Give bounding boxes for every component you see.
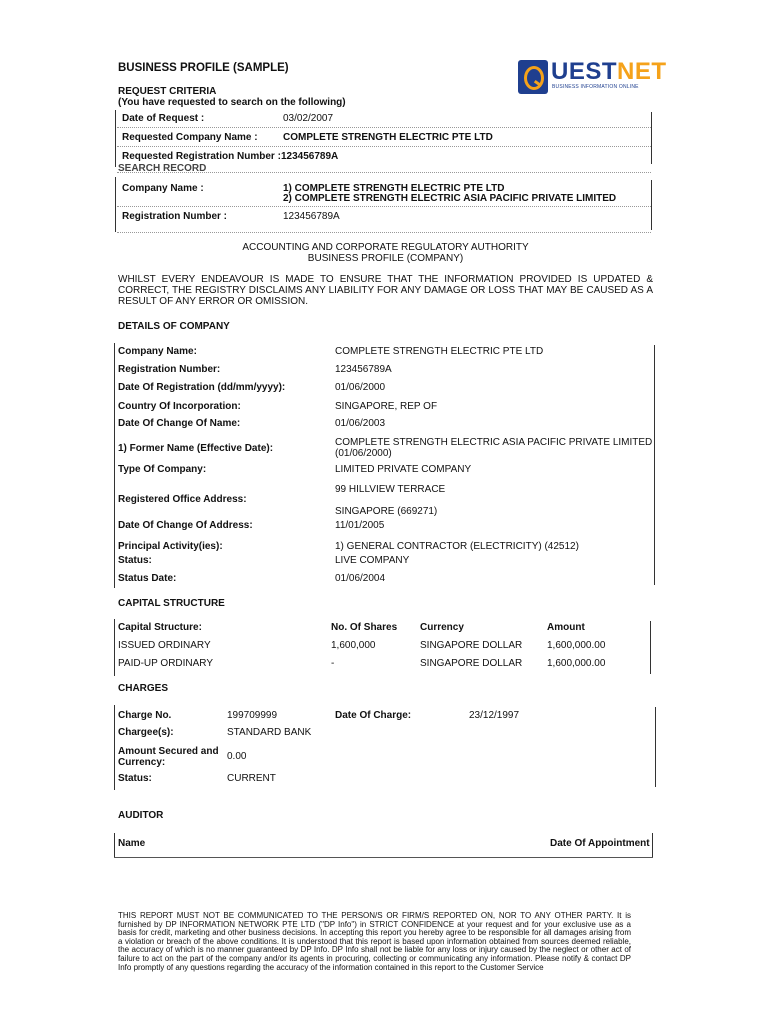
capital-row-amount: 1,600,000.00 <box>547 658 606 669</box>
request-date-label: Date of Request : <box>122 113 205 124</box>
status-value: LIVE COMPANY <box>335 555 410 566</box>
capital-row-type: ISSUED ORDINARY <box>118 640 211 651</box>
activity-value: 1) GENERAL CONTRACTOR (ELECTRICITY) (42512) <box>335 541 579 552</box>
request-subheading: (You have requested to search on the following) <box>118 97 346 108</box>
charges-heading: CHARGES <box>118 683 169 694</box>
disclaimer-text: WHILST EVERY ENDEAVOUR IS MADE TO ENSURE THAT THE INFORMATION PROVIDED IS UPDATED & CORRECT, THE REGISTRY DISCLAIMS ANY LIABILITY FOR ANY DAMAGE OR LOSS THAT MAY BE CAUSED AS A RESULT OF ANY ERROR OR OMISSION. <box>118 274 653 307</box>
request-company-label: Requested Company Name : <box>122 132 258 143</box>
charge-date-value: 23/12/1997 <box>469 710 520 721</box>
office-address-line-2: SINGAPORE (669271) <box>335 506 438 517</box>
details-heading: DETAILS OF COMPANY <box>118 321 230 332</box>
status-date-label: Status Date: <box>118 573 177 584</box>
reg-date-label: Date Of Registration (dd/mm/yyyy): <box>118 382 286 393</box>
change-name-date-label: Date Of Change Of Name: <box>118 418 241 429</box>
amount-secured-label-2: Currency: <box>118 757 166 768</box>
country-label: Country Of Incorporation: <box>118 401 241 412</box>
request-heading: REQUEST CRITERIA <box>118 86 217 97</box>
reg-date-value: 01/06/2000 <box>335 382 386 393</box>
auditor-name-header: Name <box>118 838 146 849</box>
change-address-date-label: Date Of Change Of Address: <box>118 520 253 531</box>
company-type-value: LIMITED PRIVATE COMPANY <box>335 464 472 475</box>
charge-date-label: Date Of Charge: <box>335 710 412 721</box>
charge-status-label: Status: <box>118 773 152 784</box>
chargee-label: Chargee(s): <box>118 727 174 738</box>
logo-tagline: BUSINESS INFORMATION ONLINE <box>552 84 639 90</box>
charge-no-value: 199709999 <box>227 710 278 721</box>
page-title: BUSINESS PROFILE (SAMPLE) <box>118 62 289 74</box>
authority-line-1: ACCOUNTING AND CORPORATE REGULATORY AUTHORITY <box>242 242 529 253</box>
charge-status-value: CURRENT <box>227 773 276 784</box>
capital-heading: CAPITAL STRUCTURE <box>118 598 225 609</box>
search-company-1: 1) COMPLETE STRENGTH ELECTRIC PTE LTD <box>283 183 505 194</box>
search-company-2: 2) COMPLETE STRENGTH ELECTRIC ASIA PACIFIC PRIVATE LIMITED <box>283 193 617 204</box>
request-date-value: 03/02/2007 <box>283 113 334 124</box>
amount-secured-value: 0.00 <box>227 751 247 762</box>
reg-number-label: Registration Number: <box>118 364 221 375</box>
request-reg-value: 123456789A <box>281 151 339 162</box>
company-type-label: Type Of Company: <box>118 464 207 475</box>
former-name-value: COMPLETE STRENGTH ELECTRIC ASIA PACIFIC PRIVATE LIMITED <box>335 437 653 448</box>
request-reg-label: Requested Registration Number : <box>122 151 281 162</box>
authority-line-2: BUSINESS PROFILE (COMPANY) <box>307 253 464 264</box>
country-value: SINGAPORE, REP OF <box>335 401 438 412</box>
search-heading: SEARCH RECORD <box>118 163 207 174</box>
request-company-value: COMPLETE STRENGTH ELECTRIC PTE LTD <box>283 132 493 143</box>
capital-header-amount: Amount <box>547 622 585 633</box>
search-reg-value: 123456789A <box>283 211 340 222</box>
auditor-heading: AUDITOR <box>118 810 164 821</box>
office-address-line-1: 99 HILLVIEW TERRACE <box>335 484 446 495</box>
reg-number-value: 123456789A <box>335 364 392 375</box>
chargee-value: STANDARD BANK <box>227 727 312 738</box>
auditor-date-header: Date Of Appointment <box>550 838 650 849</box>
questnet-logo <box>518 58 667 98</box>
search-company-label: Company Name : <box>122 183 204 194</box>
change-address-date-value: 11/01/2005 <box>335 520 385 531</box>
status-date-value: 01/06/2004 <box>335 573 386 584</box>
capital-row-currency: SINGAPORE DOLLAR <box>420 640 523 651</box>
company-name-value: COMPLETE STRENGTH ELECTRIC PTE LTD <box>335 346 544 357</box>
company-name-label: Company Name: <box>118 346 197 357</box>
capital-row-currency: SINGAPORE DOLLAR <box>420 658 523 669</box>
amount-secured-label-1: Amount Secured and <box>118 746 219 757</box>
capital-header-structure: Capital Structure: <box>118 622 202 633</box>
capital-row-shares: 1,600,000 <box>331 640 376 651</box>
search-reg-label: Registration Number : <box>122 211 228 222</box>
activity-label: Principal Activity(ies): <box>118 541 223 552</box>
charge-no-label: Charge No. <box>118 710 172 721</box>
confidentiality-notice: THIS REPORT MUST NOT BE COMMUNICATED TO THE PERSON/S OR FIRM/S REPORTED ON, NOR TO ANY OTHER PARTY. It is furnished by DP INFORMATION NETWORK PTE LTD ("DP Info") in STRICT CONFIDENCE at your request and for your exclusive use as a basis for credit, marketing and other business decisions. In accepting this report you hereby agree to be responsible for all damages arising from a violation or breach of the above conditions. It is understood that this report is based upon information obtained from sources deemed reliable, the accuracy of which is no manner guaranteed by DP Info. DP Info shall not be liable for any loss or injury caused by the neglect or other act of failure to act on the part of the company and/or its agents in procuring, collecting or communicating any information. Please notify & contact DP Info promptly of any questions regarding the accuracy of the information contained in this report to the Customer Service <box>118 912 631 972</box>
status-label: Status: <box>118 555 152 566</box>
q-logo-icon <box>518 60 548 94</box>
capital-row-shares: - <box>331 658 335 669</box>
change-name-date-value: 01/06/2003 <box>335 418 386 429</box>
capital-row-type: PAID-UP ORDINARY <box>118 658 214 669</box>
former-name-date: (01/06/2000) <box>335 448 392 459</box>
capital-header-currency: Currency <box>420 622 464 633</box>
logo-wordmark: UESTNET <box>551 58 667 85</box>
office-address-label: Registered Office Address: <box>118 494 247 505</box>
capital-header-shares: No. Of Shares <box>331 622 398 633</box>
capital-row-amount: 1,600,000.00 <box>547 640 606 651</box>
former-name-label: 1) Former Name (Effective Date): <box>118 443 274 454</box>
